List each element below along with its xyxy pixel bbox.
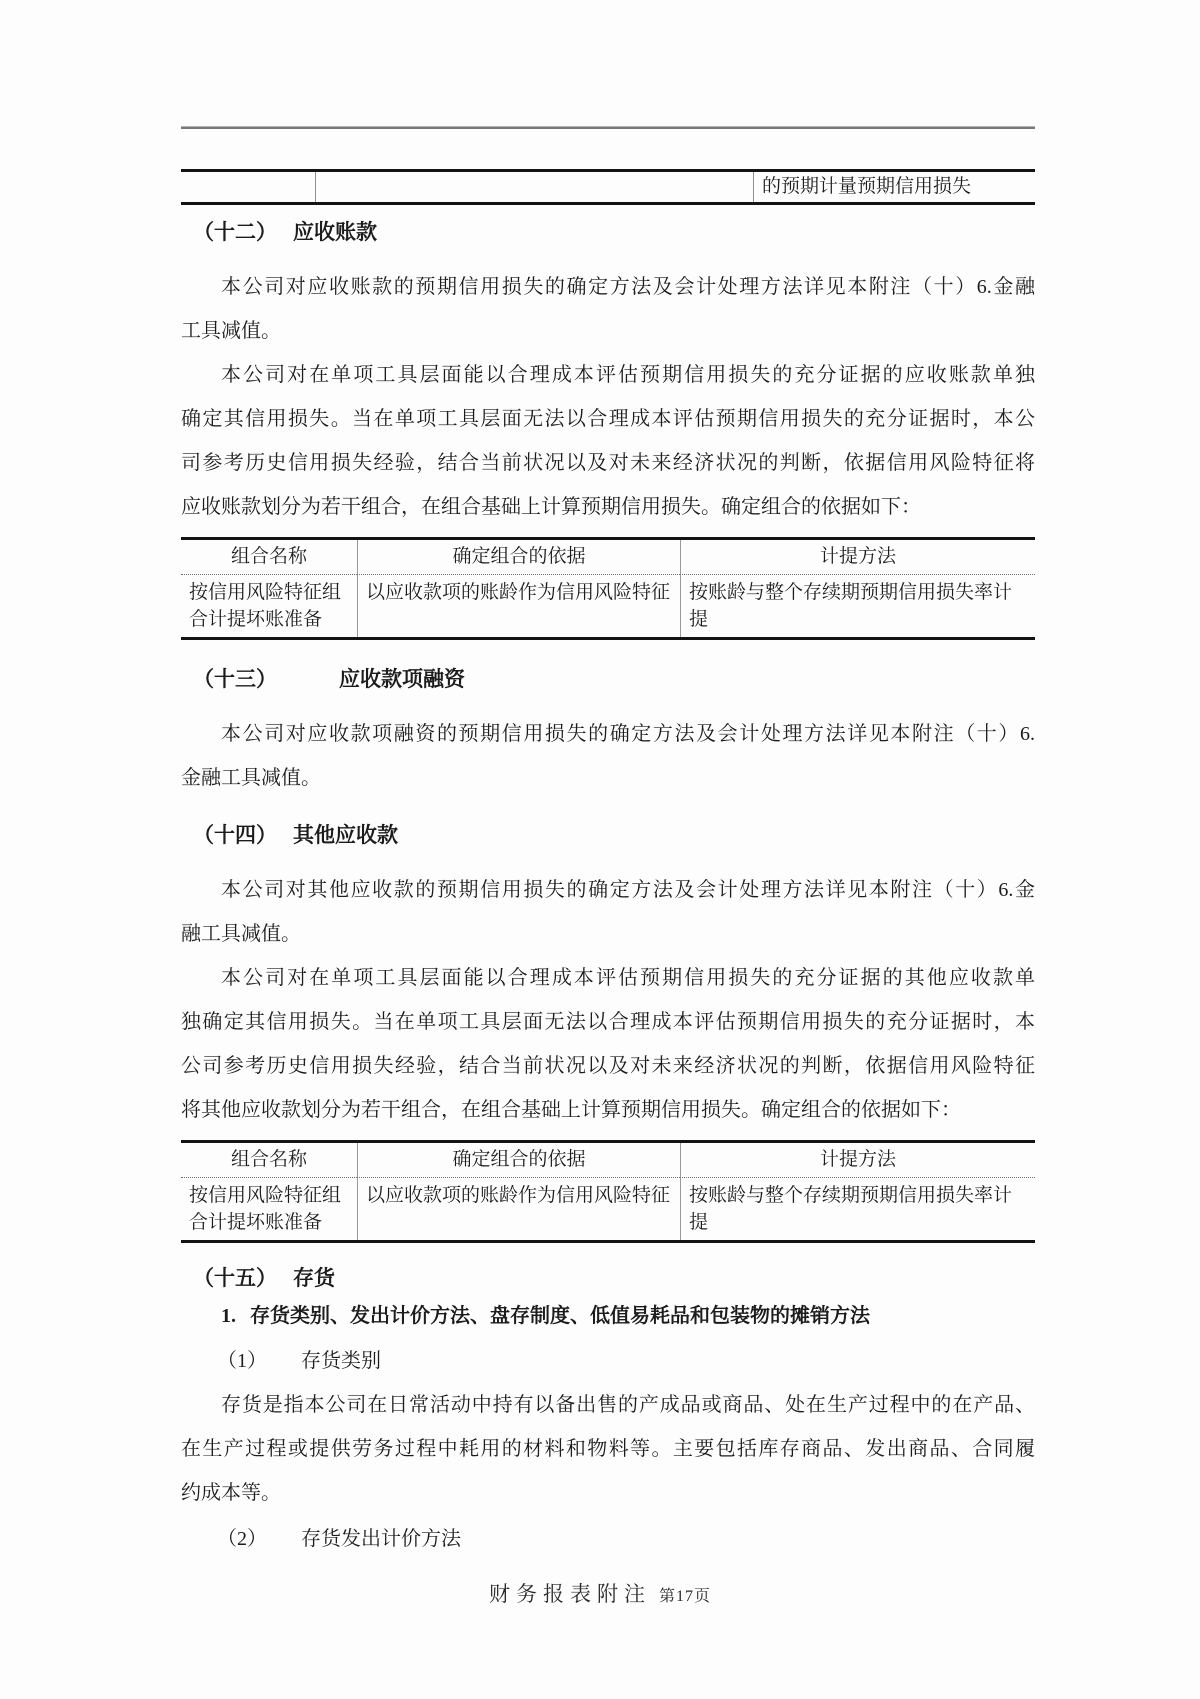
footer-title: 财务报表附注 <box>488 1582 651 1606</box>
section-heading-12 <box>181 219 1035 245</box>
section-number: （十三） <box>193 667 277 691</box>
column-header: 确定组合的依据 <box>357 1143 680 1178</box>
text-line: 确定其信用损失。当在单项工具层面无法以合理成本评估预期信用损失的充分证据时，本公 <box>181 408 1035 430</box>
text-line: 本公司对在单项工具层面能以合理成本评估预期信用损失的充分证据的应收账款单独 <box>221 364 1035 386</box>
subsection-title: 存货类别、发出计价方法、盘存制度、低值易耗品和包装物的摊销方法 <box>250 1305 870 1327</box>
carryover-table-fragment <box>181 169 1035 205</box>
item-heading-1 <box>181 1339 1035 1383</box>
text-line: 本公司对应收账款的预期信用损失的确定方法及会计处理方法详见本附注（十）6.金融 <box>221 276 1035 298</box>
column-header: 组合名称 <box>181 540 357 575</box>
paragraph <box>181 868 1035 956</box>
subsection-heading-1 <box>181 1303 1035 1329</box>
table-cell: 按账龄与整个存续期预期信用损失率计提 <box>680 575 1035 637</box>
section-number: （十五） <box>193 1266 277 1290</box>
section-heading-14 <box>181 822 1035 848</box>
receivables-grouping-table <box>181 537 1035 640</box>
text-line: 将其他应收款划分为若干组合，在组合基础上计算预期信用损失。确定组合的依据如下： <box>181 1099 961 1121</box>
item-number: （1） <box>217 1350 267 1372</box>
table-cell: 按信用风险特征组合计提坏账准备 <box>189 582 342 630</box>
text-line: 本公司对应收款项融资的预期信用损失的确定方法及会计处理方法详见本附注（十）6. <box>221 723 1035 745</box>
table-cell: 按信用风险特征组合计提坏账准备 <box>189 1185 342 1233</box>
item-heading-2 <box>181 1517 1035 1561</box>
table-cell: 的预期计量预期信用损失 <box>753 172 1035 202</box>
column-header: 确定组合的依据 <box>357 540 680 575</box>
section-title: 应收款项融资 <box>339 667 465 691</box>
text-line: 司参考历史信用损失经验，结合当前状况以及对未来经济状况的判断，依据信用风险特征将 <box>181 452 1035 474</box>
header-rule <box>181 126 1035 129</box>
text-line: 本公司对在单项工具层面能以合理成本评估预期信用损失的充分证据的其他应收款单 <box>221 967 1035 989</box>
page-footer <box>0 1578 1200 1608</box>
text-line: 应收账款划分为若干组合，在组合基础上计算预期信用损失。确定组合的依据如下： <box>181 496 921 518</box>
table-cell <box>315 172 753 202</box>
text-line: 约成本等。 <box>181 1482 281 1504</box>
table-cell <box>181 172 315 202</box>
paragraph <box>181 353 1035 529</box>
text-line: 独确定其信用损失。当在单项工具层面无法以合理成本评估预期信用损失的充分证据时，本 <box>181 1011 1035 1033</box>
item-number: （2） <box>217 1528 267 1550</box>
table-cell: 以应收款项的账龄作为信用风险特征 <box>357 575 680 637</box>
column-header: 计提方法 <box>680 540 1035 575</box>
text-line: 金融工具减值。 <box>181 767 321 789</box>
section-title: 其他应收款 <box>293 823 398 847</box>
column-header: 组合名称 <box>181 1143 357 1178</box>
footer-page-number: 第17页 <box>658 1588 711 1605</box>
section-heading-13 <box>181 666 1035 692</box>
text-line: 本公司对其他应收款的预期信用损失的确定方法及会计处理方法详见本附注（十）6.金 <box>221 879 1035 901</box>
text-line: 在生产过程或提供劳务过程中耗用的材料和物料等。主要包括库存商品、发出商品、合同履 <box>181 1438 1035 1460</box>
text-line: 融工具减值。 <box>181 923 301 945</box>
paragraph <box>181 712 1035 800</box>
text-line: 工具减值。 <box>181 320 281 342</box>
section-title: 存货 <box>293 1266 335 1290</box>
text-line: 公司参考历史信用损失经验，结合当前状况以及对未来经济状况的判断，依据信用风险特征 <box>181 1055 1035 1077</box>
paragraph <box>181 956 1035 1132</box>
paragraph <box>181 1383 1035 1515</box>
table-cell: 按账龄与整个存续期预期信用损失率计提 <box>680 1178 1035 1240</box>
paragraph <box>181 265 1035 353</box>
section-number: （十四） <box>193 823 277 847</box>
column-header: 计提方法 <box>680 1143 1035 1178</box>
item-title: 存货发出计价方法 <box>301 1528 461 1550</box>
section-heading-15 <box>181 1265 1035 1291</box>
other-receivables-grouping-table <box>181 1140 1035 1243</box>
subsection-number: 1. <box>221 1305 236 1327</box>
text-line: 存货是指本公司在日常活动中持有以备出售的产成品或商品、处在生产过程中的在产品、 <box>221 1394 1035 1416</box>
item-title: 存货类别 <box>301 1350 381 1372</box>
table-cell: 以应收款项的账龄作为信用风险特征 <box>357 1178 680 1240</box>
section-number: （十二） <box>193 220 277 244</box>
section-title: 应收账款 <box>293 220 377 244</box>
